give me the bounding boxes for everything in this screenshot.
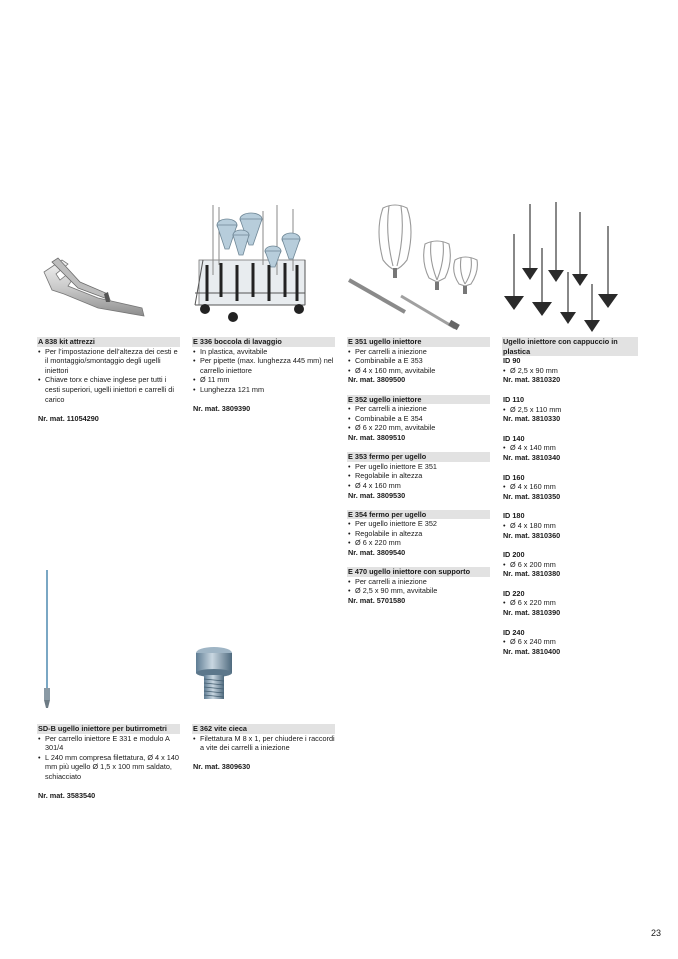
e354-bullet: • Per ugello iniettore E 352: [348, 519, 490, 529]
e470-title: E 470 ugello iniettore con supporto: [347, 567, 490, 577]
variant-size: • Ø 6 x 220 mm: [503, 598, 638, 608]
sdb-bullet: • Per carrello iniettore E 331 e modulo A 301/4: [38, 734, 180, 753]
e353-title: E 353 fermo per ugello: [347, 452, 490, 462]
e351-bullet: • Combinabile a E 353: [348, 356, 490, 366]
cap-title: Ugello iniettore con cappuccio in plastica: [502, 337, 638, 356]
e352-bullet: • Ø 6 x 220 mm, avvitabile: [348, 423, 490, 433]
e352-mat: Nr. mat. 3809510: [348, 432, 406, 442]
variant-id: ID 110: [503, 394, 525, 404]
variant-size: • Ø 4 x 180 mm: [503, 521, 638, 531]
e336-mat: Nr. mat. 3809390: [193, 404, 251, 414]
e362-bullet: • Filettatura M 8 x 1, per chiudere i raccordi a vite dei carrelli a iniezione: [193, 734, 335, 753]
a838-mat: Nr. mat. 11054290: [38, 413, 99, 423]
blind-screw-image: [192, 645, 236, 703]
e351-mat: Nr. mat. 3809500: [348, 375, 406, 385]
e352-bullet: • Per carrelli a iniezione: [348, 404, 490, 414]
e352-bullet: • Combinabile a E 354: [348, 414, 490, 424]
page-number: 23: [651, 928, 662, 938]
variant-id: ID 200: [503, 550, 525, 560]
variant-mat: Nr. mat. 3810400: [503, 646, 561, 656]
injector-nozzles-image: [345, 200, 490, 332]
variant-size: • Ø 6 x 240 mm: [503, 637, 638, 647]
a838-bullet: • Chiave torx e chiave inglese per tutti i cesti superiori, ugelli iniettori e carrelli di carico: [38, 375, 180, 404]
variant-id: ID 180: [503, 511, 525, 521]
variant-id: ID 140: [503, 433, 525, 443]
variant-size: • Ø 2,5 x 90 mm: [503, 366, 638, 376]
variant-mat: Nr. mat. 3810330: [503, 414, 561, 424]
a838-bullet: • Per l’impostazione dell’altezza dei cesti e il montaggio/smontaggio degli ugelli iniettori: [38, 347, 180, 376]
e470-bullet: • Ø 2,5 x 90 mm, avvitabile: [348, 586, 490, 596]
e336-block: [193, 337, 335, 414]
capped-nozzle-block: [503, 337, 638, 656]
e354-mat: Nr. mat. 3809540: [348, 548, 406, 558]
butyrometer-nozzle-image: [40, 568, 54, 710]
e353-bullet: • Ø 4 x 160 mm: [348, 481, 490, 491]
a838-block: [38, 337, 180, 423]
e336-title: E 336 boccola di lavaggio: [192, 337, 335, 347]
sdb-mat: Nr. mat. 3583540: [38, 791, 96, 801]
variant-mat: Nr. mat. 3810360: [503, 530, 561, 540]
a838-title: A 838 kit attrezzi: [37, 337, 180, 347]
wrench-kit-image: [38, 250, 150, 322]
e336-bullet: • Lunghezza 121 mm: [193, 385, 335, 395]
e351-bullet: • Per carrelli a iniezione: [348, 347, 490, 357]
e351-e470-block: [348, 337, 490, 606]
variant-mat: Nr. mat. 3810320: [503, 375, 561, 385]
e362-block: [193, 724, 335, 772]
variant-id: ID 90: [503, 356, 521, 366]
e353-bullet: • Per ugello iniettore E 351: [348, 462, 490, 472]
e362-title: E 362 vite cieca: [192, 724, 335, 734]
e470-mat: Nr. mat. 5701580: [348, 596, 406, 606]
e352-title: E 352 ugello iniettore: [347, 395, 490, 405]
e353-mat: Nr. mat. 3809530: [348, 490, 406, 500]
e336-bullet: • Ø 11 mm: [193, 375, 335, 385]
variant-mat: Nr. mat. 3810380: [503, 569, 561, 579]
variant-mat: Nr. mat. 3810350: [503, 491, 561, 501]
e362-mat: Nr. mat. 3809630: [193, 762, 251, 772]
e354-title: E 354 fermo per ugello: [347, 510, 490, 520]
capped-nozzles-image: [500, 198, 630, 334]
variant-size: • Ø 4 x 140 mm: [503, 443, 638, 453]
wash-rack-image: [193, 205, 311, 325]
variant-mat: Nr. mat. 3810390: [503, 608, 561, 618]
variant-size: • Ø 4 x 160 mm: [503, 482, 638, 492]
variant-size: • Ø 2,5 x 110 mm: [503, 405, 638, 415]
variant-id: ID 160: [503, 472, 525, 482]
e353-bullet: • Regolabile in altezza: [348, 471, 490, 481]
sdb-title: SD-B ugello iniettore per butirrometri: [37, 724, 180, 734]
e470-bullet: • Per carrelli a iniezione: [348, 577, 490, 587]
e336-bullet: • In plastica, avvitabile: [193, 347, 335, 357]
sdb-bullet: • L 240 mm compresa filettatura, Ø 4 x 140 mm più ugello Ø 1,5 x 100 mm saldato, schiacciato: [38, 753, 180, 782]
e354-bullet: • Regolabile in altezza: [348, 529, 490, 539]
sdb-block: [38, 724, 180, 801]
e336-bullet: • Per pipette (max. lunghezza 445 mm) nel carrello iniettore: [193, 356, 335, 375]
variant-size: • Ø 6 x 200 mm: [503, 560, 638, 570]
e351-title: E 351 ugello iniettore: [347, 337, 490, 347]
variant-mat: Nr. mat. 3810340: [503, 452, 561, 462]
e351-bullet: • Ø 4 x 160 mm, avvitabile: [348, 366, 490, 376]
variant-id: ID 240: [503, 627, 525, 637]
variant-id: ID 220: [503, 588, 525, 598]
e354-bullet: • Ø 6 x 220 mm: [348, 538, 490, 548]
